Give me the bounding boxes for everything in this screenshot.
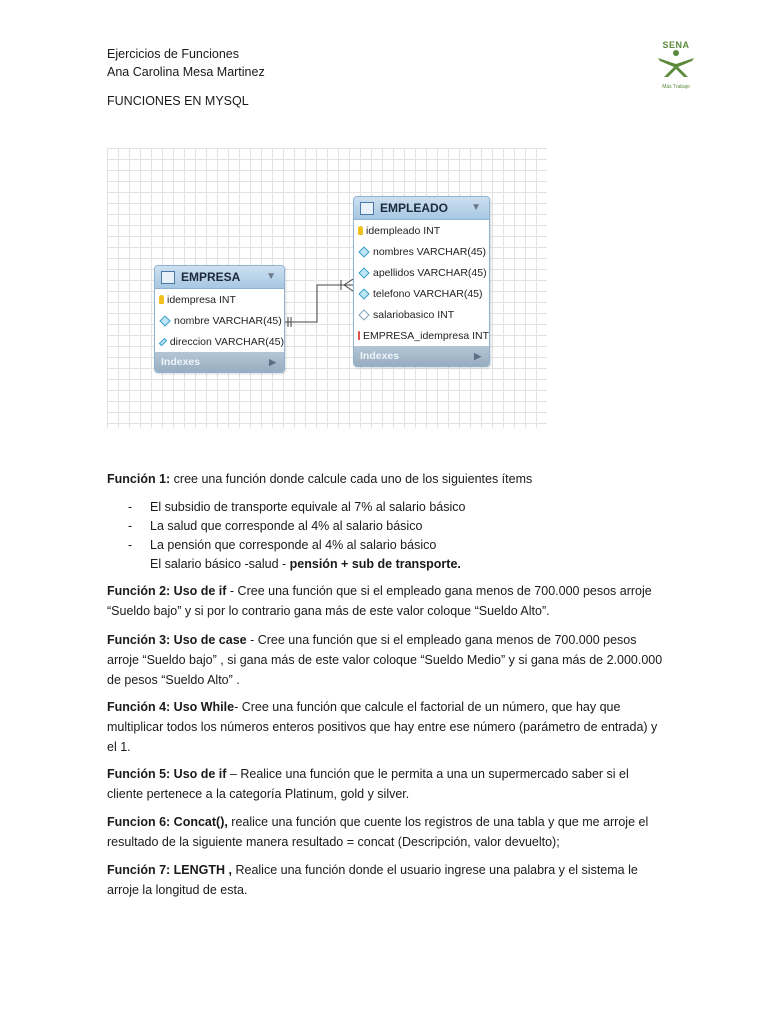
indexes-bar[interactable]: Indexes ▶ [155,352,284,372]
column-diamond-icon [358,267,369,278]
table-icon [360,202,374,215]
table-icon [161,271,175,284]
funcion-3: Función 3: Uso de case - Cree una función que si el empleado gana menos de 700.000 pesos arroje “Sueldo bajo” , si gana más de este valor coloque “Sueldo Medio” y si gana más de 2.000.000 de pesos “Sueldo Alto” . [107,633,663,687]
table-empresa[interactable] [154,265,285,373]
author-name: Ana Carolina Mesa Martinez [107,65,265,79]
funcion-5: Función 5: Uso de if – Realice una función que le permita a una un supermercado saber si el cliente pertenece a la categoría Platinum, gold y silver. [107,767,629,801]
funcion-7: Función 7: LENGTH , Realice una función donde el usuario ingrese una palabra y el sistema le arroje la longitud de esta. [107,863,638,897]
funcion-4: Función 4: Uso While- Cree una función que calcule el factorial de un número, que hay que multiplicar todos los números enteros positivos que hay entre ese número (parámetro de entrada) y el 1. [107,700,658,754]
primary-key-icon [358,226,363,235]
field-row: salariobasico INT [354,304,489,325]
field-row: idempleado INT [354,220,489,241]
list-item: - La salud que corresponde al 4% al salario básico [128,519,423,533]
table-empresa-header[interactable] [155,266,284,289]
column-diamond-icon [159,337,167,345]
sena-figure-icon [652,50,700,78]
sena-logo [652,40,700,92]
table-empleado[interactable] [353,196,490,367]
expand-arrow-icon: ▶ [474,350,481,361]
table-empleado-header[interactable] [354,197,489,220]
field-row: apellidos VARCHAR(45) [354,262,489,283]
logo-tagline: Más Trabajo [662,84,690,90]
logo-name: SENA [662,40,690,50]
document-title: Ejercicios de Funciones [107,47,240,61]
field-row: EMPRESA_idempresa INT [354,325,489,346]
field-row: nombres VARCHAR(45) [354,241,489,262]
column-diamond-icon [159,315,170,326]
foreign-key-icon [358,331,360,340]
table-empresa-title: EMPRESA [181,270,241,284]
funcion-1: Función 1: cree una función donde calcule cada uno de los siguientes ítems [107,472,533,486]
collapse-triangle-icon[interactable]: ▼ [266,271,276,282]
er-diagram [107,148,547,428]
list-item: El salario básico -salud - pensión + sub de transporte. [150,557,461,571]
field-row: nombre VARCHAR(45) [155,310,284,331]
field-row: telefono VARCHAR(45) [354,283,489,304]
expand-arrow-icon: ▶ [269,356,276,367]
list-item: - El subsidio de transporte equivale al 7% al salario básico [128,500,466,514]
section-title: FUNCIONES EN MYSQL [107,94,249,108]
field-row: direccion VARCHAR(45) [155,331,284,352]
column-diamond-empty-icon [358,309,369,320]
indexes-bar[interactable]: Indexes ▶ [354,346,489,366]
column-diamond-icon [358,246,369,257]
table-empleado-title: EMPLEADO [380,201,449,215]
list-item: - La pensión que corresponde al 4% al salario básico [128,538,437,552]
bullet-list [128,498,648,574]
funcion-6: Funcion 6: Concat(), realice una función que cuente los registros de una tabla y que me arroje el resultado de la siguiente manera resultado = concat (Descripción, valor devuelto); [107,815,649,849]
column-diamond-icon [358,288,369,299]
collapse-triangle-icon[interactable]: ▼ [471,202,481,213]
primary-key-icon [159,295,164,304]
funcion-2: Función 2: Uso de if - Cree una función que si el empleado gana menos de 700.000 pesos arroje “Sueldo bajo” y si por lo contrario gana más de este valor coloque “Sueldo Alto”. [107,584,652,618]
field-row: idempresa INT [155,289,284,310]
